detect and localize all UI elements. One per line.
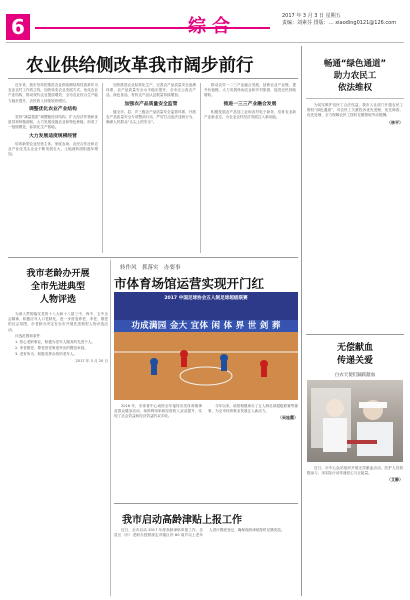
column-divider xyxy=(102,83,103,253)
header-divider xyxy=(6,42,404,43)
feature-photo-banner: 功成满园 金大 宜体 闲 体 界 世 剑 葬 xyxy=(131,321,281,331)
feature-top-rule xyxy=(8,257,298,258)
feature-photo xyxy=(114,292,298,400)
sidebar-top-body: 为切实维护农民工合法权益，我市人社部门开通农民工维权“绿色通道”，对农民工欠薪投诉优先受理、优先调查、优先处理，全力保障农民工按时足额领取劳动报酬。 （林平） xyxy=(307,103,403,125)
bottom-center-headline: 我市启动高龄津贴上报工作 xyxy=(122,515,242,526)
editor-email: xiaoding0121@126.com xyxy=(335,20,397,26)
left-bottom-body: 为深入贯彻落实党的十八大和十八届三中、四中、五中全会精神，积极应对人口老龄化，进一步营造养老、孝老、敬老的社会氛围，市老龄办决定在全市开展先进典型人物评选活动。 评选范围和条件： 1. 热心老龄事业，积极为老年人服务的先进个人。 2. 孝老敬老、尊老爱老事迹突出的模范家庭。 3. 老有所为、积极发挥余热的老年人。 2017 年 3 月 20 日 xyxy=(8,312,108,363)
blood-donation-photo xyxy=(307,380,403,462)
criteria-item: 1. 热心老龄事业，积极为老年人服务的先进个人。 xyxy=(15,340,96,345)
lead-headline: 农业供给侧改革我市阔步前行 xyxy=(26,56,254,76)
section-title: 综合 xyxy=(188,16,236,37)
feature-photo-caption: 2017 中国足球协会五人制足球超级联赛 xyxy=(164,296,248,301)
blood-donation-photo-art xyxy=(307,380,403,462)
lead-subhead-2: 大力发展适度规模经营 xyxy=(29,133,77,139)
lead-column-1: 近年来，我市坚持把推进农业供给侧结构性改革作为农业农村工作的主线，加快转变农业发展方式，优化农业产业结构，推动现代农业提质增效，全市农业综合生产能力稳步提升，农民收入持续较快增长。 调整优化农业产业结构 坚持“减量提质”调整粮经饲结构，扩大经济作物和优质饲草种植面积，大力发展设施农业和特色种植，形成了一批规模化、标准化生产基地。 大力发展适度规模经营 培育新型农业经营主体，家庭农场、农民合作社和农业产业化龙头企业不断发展壮大，土地流转面积逐年增加。 xyxy=(8,83,98,157)
lead-subhead-4: 推进一三三产业融合发展 xyxy=(223,101,277,107)
criteria-item: 3. 老有所为、积极发挥余热的老年人。 xyxy=(15,352,78,357)
sidebar-top-headline: 畅通“绿色通道” 助力农民工 依法维权 xyxy=(323,59,387,93)
header-meta xyxy=(282,13,396,27)
sidebar-top-rule xyxy=(306,98,404,99)
left-bottom-footer: 2017 年 3 月 20 日 xyxy=(75,358,108,363)
lead-subhead-3: 加强农产品质量安全监管 xyxy=(124,101,178,107)
sidebar-separator xyxy=(306,334,404,335)
issue-date: 2017 年 3 月 3 日 星期五 xyxy=(282,13,341,19)
lead-column-3: 推动农村一二三产业融合发展，延伸农业产业链，提升价值链，大力发展休闲农业和乡村旅游，促进农民持续增收。 推进一三三产业融合发展 积极发展农产品加工业和农村电子商务，培育农业新产业新业态，为农业农村经济发展注入新动能。 xyxy=(204,83,296,120)
sidebar-top-author: （林平） xyxy=(387,119,403,125)
feature-body-right: 今年以来，场馆相继承办了五人制足球超级联赛等赛事，为全市体育事业发展注入新活力。 （吴桂霞） xyxy=(208,404,298,421)
futsal-court-art xyxy=(114,292,298,400)
left-bottom-headline: 我市老龄办开展 全市先进典型 人物评选 xyxy=(26,269,90,305)
sidebar-bottom-headline: 无偿献血 传递关爱 xyxy=(336,343,373,366)
feature-body-left: 2016 年，市体育中心场馆全年接待各类体育赛事及群众健身活动，场馆利用率和经营收入双双提升，实现了社会效益和经济效益的双丰收。 xyxy=(114,404,202,419)
criteria-item: 2. 孝老敬老、尊老爱老事迹突出的模范家庭。 xyxy=(15,346,88,351)
bottom-center-body: 近日，全市启动 2017 年度高龄津贴申报工作，各县区（市）老龄办按照规定对辖区内 80 周岁以上老年人进行摸底登记，确保高龄津贴按时足额发放。 xyxy=(114,528,285,538)
left-bottom-list-intro: 评选范围和条件： xyxy=(15,333,44,338)
sidebar-bottom-author: （艾静） xyxy=(387,477,403,483)
bottom-center-rule xyxy=(114,503,298,504)
lead-subhead-1: 调整优化农业产业结构 xyxy=(29,106,77,112)
sidebar-divider xyxy=(301,46,302,596)
lead-column-2: 加快推进农业标准化生产，完善农产品质量安全追溯体系，农产品质量安全水平稳步提升，全市无公害农产品、绿色食品、有机农产品认证数量持续增加。 加强农产品质量安全监管 健全市、县、乡三级农产品质量安全监管体系，开展农产品质量安全专项整治行动，严厉打击违法违规行为，确保人民群众“舌尖上的安全”。 xyxy=(106,83,196,125)
editor-line: 责编：刘素芬 排版：… xiaoding0121@126.com xyxy=(282,20,397,26)
feature-author: （吴桂霞） xyxy=(278,415,298,421)
column-divider xyxy=(200,83,201,253)
sidebar-bottom-body: 近日，市中心血站组织开展无偿献血活动，医护人员积极参与，用实际行动传递爱心与正能量。 （艾静） xyxy=(307,466,403,483)
feature-headline: 市体育场馆运营实现开门红 xyxy=(114,276,265,291)
page-number: 6 xyxy=(6,14,30,40)
feature-kicker: 转作风 抓落实 办要事 xyxy=(120,265,181,271)
sidebar-bottom-subtitle: 白衣天使们踊跃献血 xyxy=(334,373,376,378)
lead-rule xyxy=(8,78,298,79)
left-column-divider xyxy=(110,260,111,596)
